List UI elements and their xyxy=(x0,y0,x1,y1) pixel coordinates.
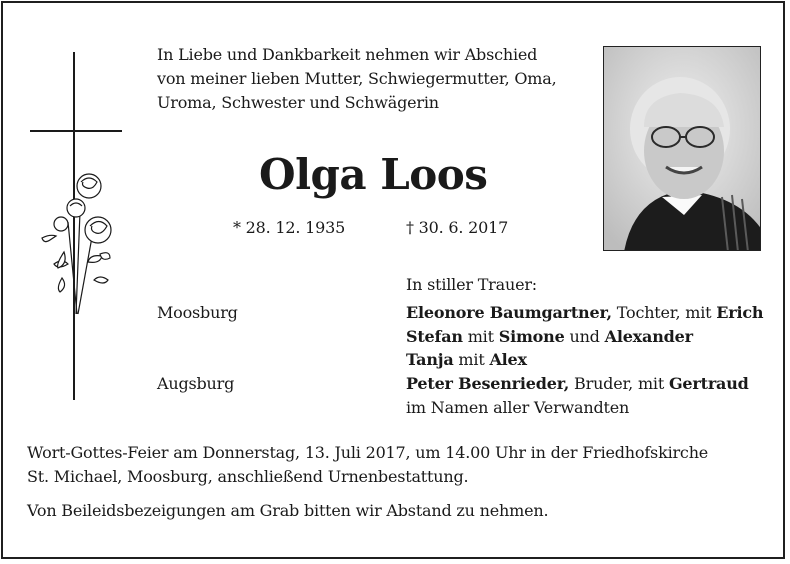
mourner-name: Eleonore Baumgartner, xyxy=(406,303,612,322)
mourner-line-5: im Namen aller Verwandten xyxy=(406,398,630,417)
mourner-line-3 xyxy=(406,349,527,371)
relation-text: mit xyxy=(462,327,499,346)
place-augsburg: Augsburg xyxy=(157,374,235,393)
relation-text: Bruder, mit xyxy=(569,374,669,393)
mourning-header: In stiller Trauer: xyxy=(406,275,537,294)
service-line-2: St. Michael, Moosburg, anschließend Urnenbestattung. xyxy=(27,467,469,486)
condolence-request: Von Beileidsbezeigungen am Grab bitten wir Abstand zu nehmen. xyxy=(27,501,549,520)
mourner-line-4 xyxy=(406,373,749,395)
death-date: † 30. 6. 2017 xyxy=(406,218,509,237)
portrait-image-icon xyxy=(604,47,761,251)
mourner-line-2 xyxy=(406,326,693,348)
intro-line-2: von meiner lieben Mutter, Schwiegermutter, Oma, xyxy=(157,69,557,88)
service-line-1: Wort-Gottes-Feier am Donnerstag, 13. Juli 2017, um 14.00 Uhr in der Friedhofskirche xyxy=(27,443,709,462)
intro-line-1: In Liebe und Dankbarkeit nehmen wir Abschied xyxy=(157,45,538,64)
relation-text: mit xyxy=(453,350,490,369)
mourner-name: Gertraud xyxy=(668,374,749,393)
deceased-name: Olga Loos xyxy=(259,150,488,199)
relation-text: Tochter, mit xyxy=(611,303,717,322)
mourner-line-1 xyxy=(406,302,763,324)
mourner-name: Alex xyxy=(489,350,527,369)
mourner-name: Stefan xyxy=(406,327,463,346)
mourner-name: Erich xyxy=(716,303,764,322)
relation-text: und xyxy=(564,327,605,346)
mourner-name: Alexander xyxy=(604,327,693,346)
portrait-photo xyxy=(603,46,761,251)
mourner-name: Simone xyxy=(498,327,565,346)
mourner-name: Tanja xyxy=(406,350,454,369)
mourner-name: Peter Besenrieder, xyxy=(406,374,570,393)
place-moosburg: Moosburg xyxy=(157,303,238,322)
birth-date: * 28. 12. 1935 xyxy=(233,218,346,237)
cross-with-roses-icon xyxy=(28,52,128,402)
intro-line-3: Uroma, Schwester und Schwägerin xyxy=(157,93,439,112)
